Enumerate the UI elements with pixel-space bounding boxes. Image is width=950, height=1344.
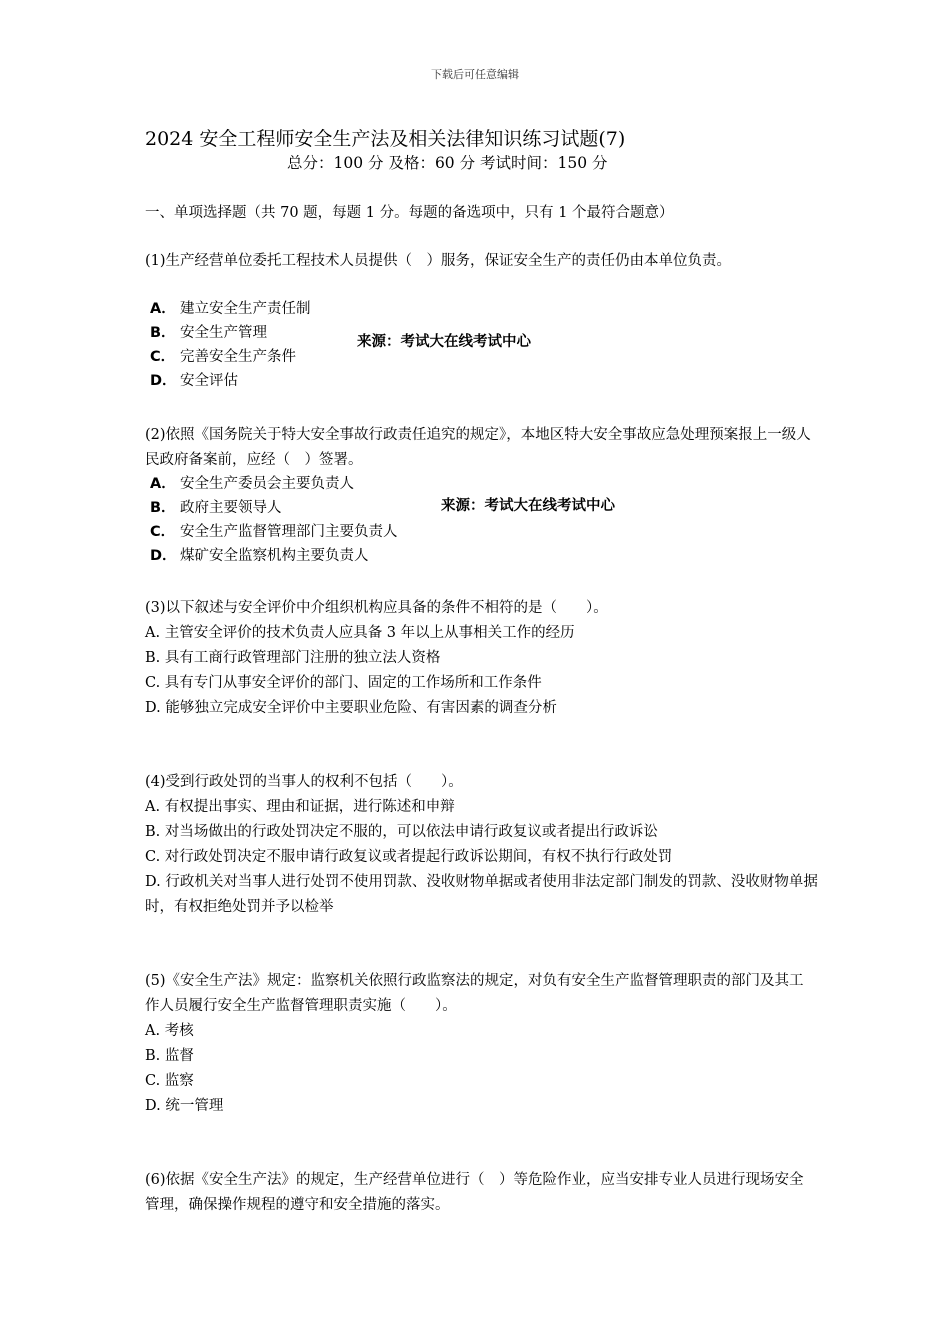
option-text: 安全生产管理 [180,325,267,341]
question-stem: (4)受到行政处罚的当事人的权利不包括（ ）。 [145,774,463,790]
option-letter: A． [150,476,176,492]
section-heading: 一、单项选择题（共 70 题，每题 1 分。每题的备选项中，只有 1 个最符合题意） [145,205,674,221]
source-watermark: 来源：考试大在线考试中心 [357,333,531,350]
option-d [150,544,398,568]
option-text: 政府主要领导人 [180,500,282,516]
option-b: B. 具有工商行政管理部门注册的独立法人资格 [145,650,441,666]
option-text: 完善安全生产条件 [180,349,296,365]
option-d: D. 行政机关对当事人进行处罚不使用罚款、没收财物单据或者使用非法定部门制发的罚款、没收财物单据时，有权拒绝处罚并予以检举 [145,874,818,915]
option-text: 安全生产委员会主要负责人 [180,476,354,492]
option-d: D. 统一管理 [145,1098,224,1114]
option-c [150,520,398,544]
option-text: 安全评估 [180,373,238,389]
source-watermark: 来源：考试大在线考试中心 [441,497,615,514]
question-stem: (1)生产经营单位委托工程技术人员提供（ ）服务，保证安全生产的责任仍由本单位负责。 [145,253,732,269]
option-a: A. 有权提出事实、理由和证据，进行陈述和申辩 [145,799,455,815]
question-5 [145,969,815,1119]
option-letter: C． [150,349,176,365]
option-c: C. 监察 [145,1073,194,1089]
option-b [150,496,398,520]
question-2 [145,423,815,473]
question-6 [145,1168,815,1218]
question-stem: (5)《安全生产法》规定：监察机关依照行政监察法的规定，对负有安全生产监督管理职责的部门及其工作人员履行安全生产监督管理职责实施（ ）。 [145,973,804,1014]
option-d [150,369,311,393]
question-3 [145,596,825,721]
option-b: B. 监督 [145,1048,194,1064]
question-1 [145,249,825,274]
option-letter: A． [150,301,176,317]
option-b [150,321,311,345]
option-b: B. 对当场做出的行政处罚决定不服的，可以依法申请行政复议或者提出行政诉讼 [145,824,658,840]
question-1-options [150,297,311,393]
option-letter: B． [150,500,176,516]
option-text: 安全生产监督管理部门主要负责人 [180,524,398,540]
option-letter: D． [150,373,177,389]
question-stem: (3)以下叙述与安全评价中介组织机构应具备的条件不相符的是（ ）。 [145,600,608,616]
option-a: A. 考核 [145,1023,194,1039]
question-stem: (6)依据《安全生产法》的规定，生产经营单位进行（ ）等危险作业，应当安排专业人员进行现场安全管理，确保操作规程的遵守和安全措施的落实。 [145,1172,804,1213]
option-c [150,345,311,369]
exam-meta: 总分：100 分 及格：60 分 考试时间：150 分 [287,154,608,172]
option-letter: D． [150,548,177,564]
option-letter: B． [150,325,176,341]
header-note: 下载后可任意编辑 [431,68,519,81]
option-d: D. 能够独立完成安全评价中主要职业危险、有害因素的调查分析 [145,700,557,716]
option-c: C. 具有专门从事安全评价的部门、固定的工作场所和工作条件 [145,675,542,691]
page-title: 2024 安全工程师安全生产法及相关法律知识练习试题(7) [145,128,626,150]
option-c: C. 对行政处罚决定不服申请行政复议或者提起行政诉讼期间，有权不执行行政处罚 [145,849,673,865]
question-4 [145,770,825,920]
option-a [150,297,311,321]
question-stem: (2)依照《国务院关于特大安全事故行政责任追究的规定》，本地区特大安全事故应急处理预案报上一级人民政府备案前，应经（ ）签署。 [145,427,811,468]
option-text: 建立安全生产责任制 [180,301,311,317]
option-text: 煤矿安全监察机构主要负责人 [180,548,369,564]
option-a [150,472,398,496]
option-a: A. 主管安全评价的技术负责人应具备 3 年以上从事相关工作的经历 [145,625,575,641]
question-2-options [150,472,398,568]
option-letter: C． [150,524,176,540]
